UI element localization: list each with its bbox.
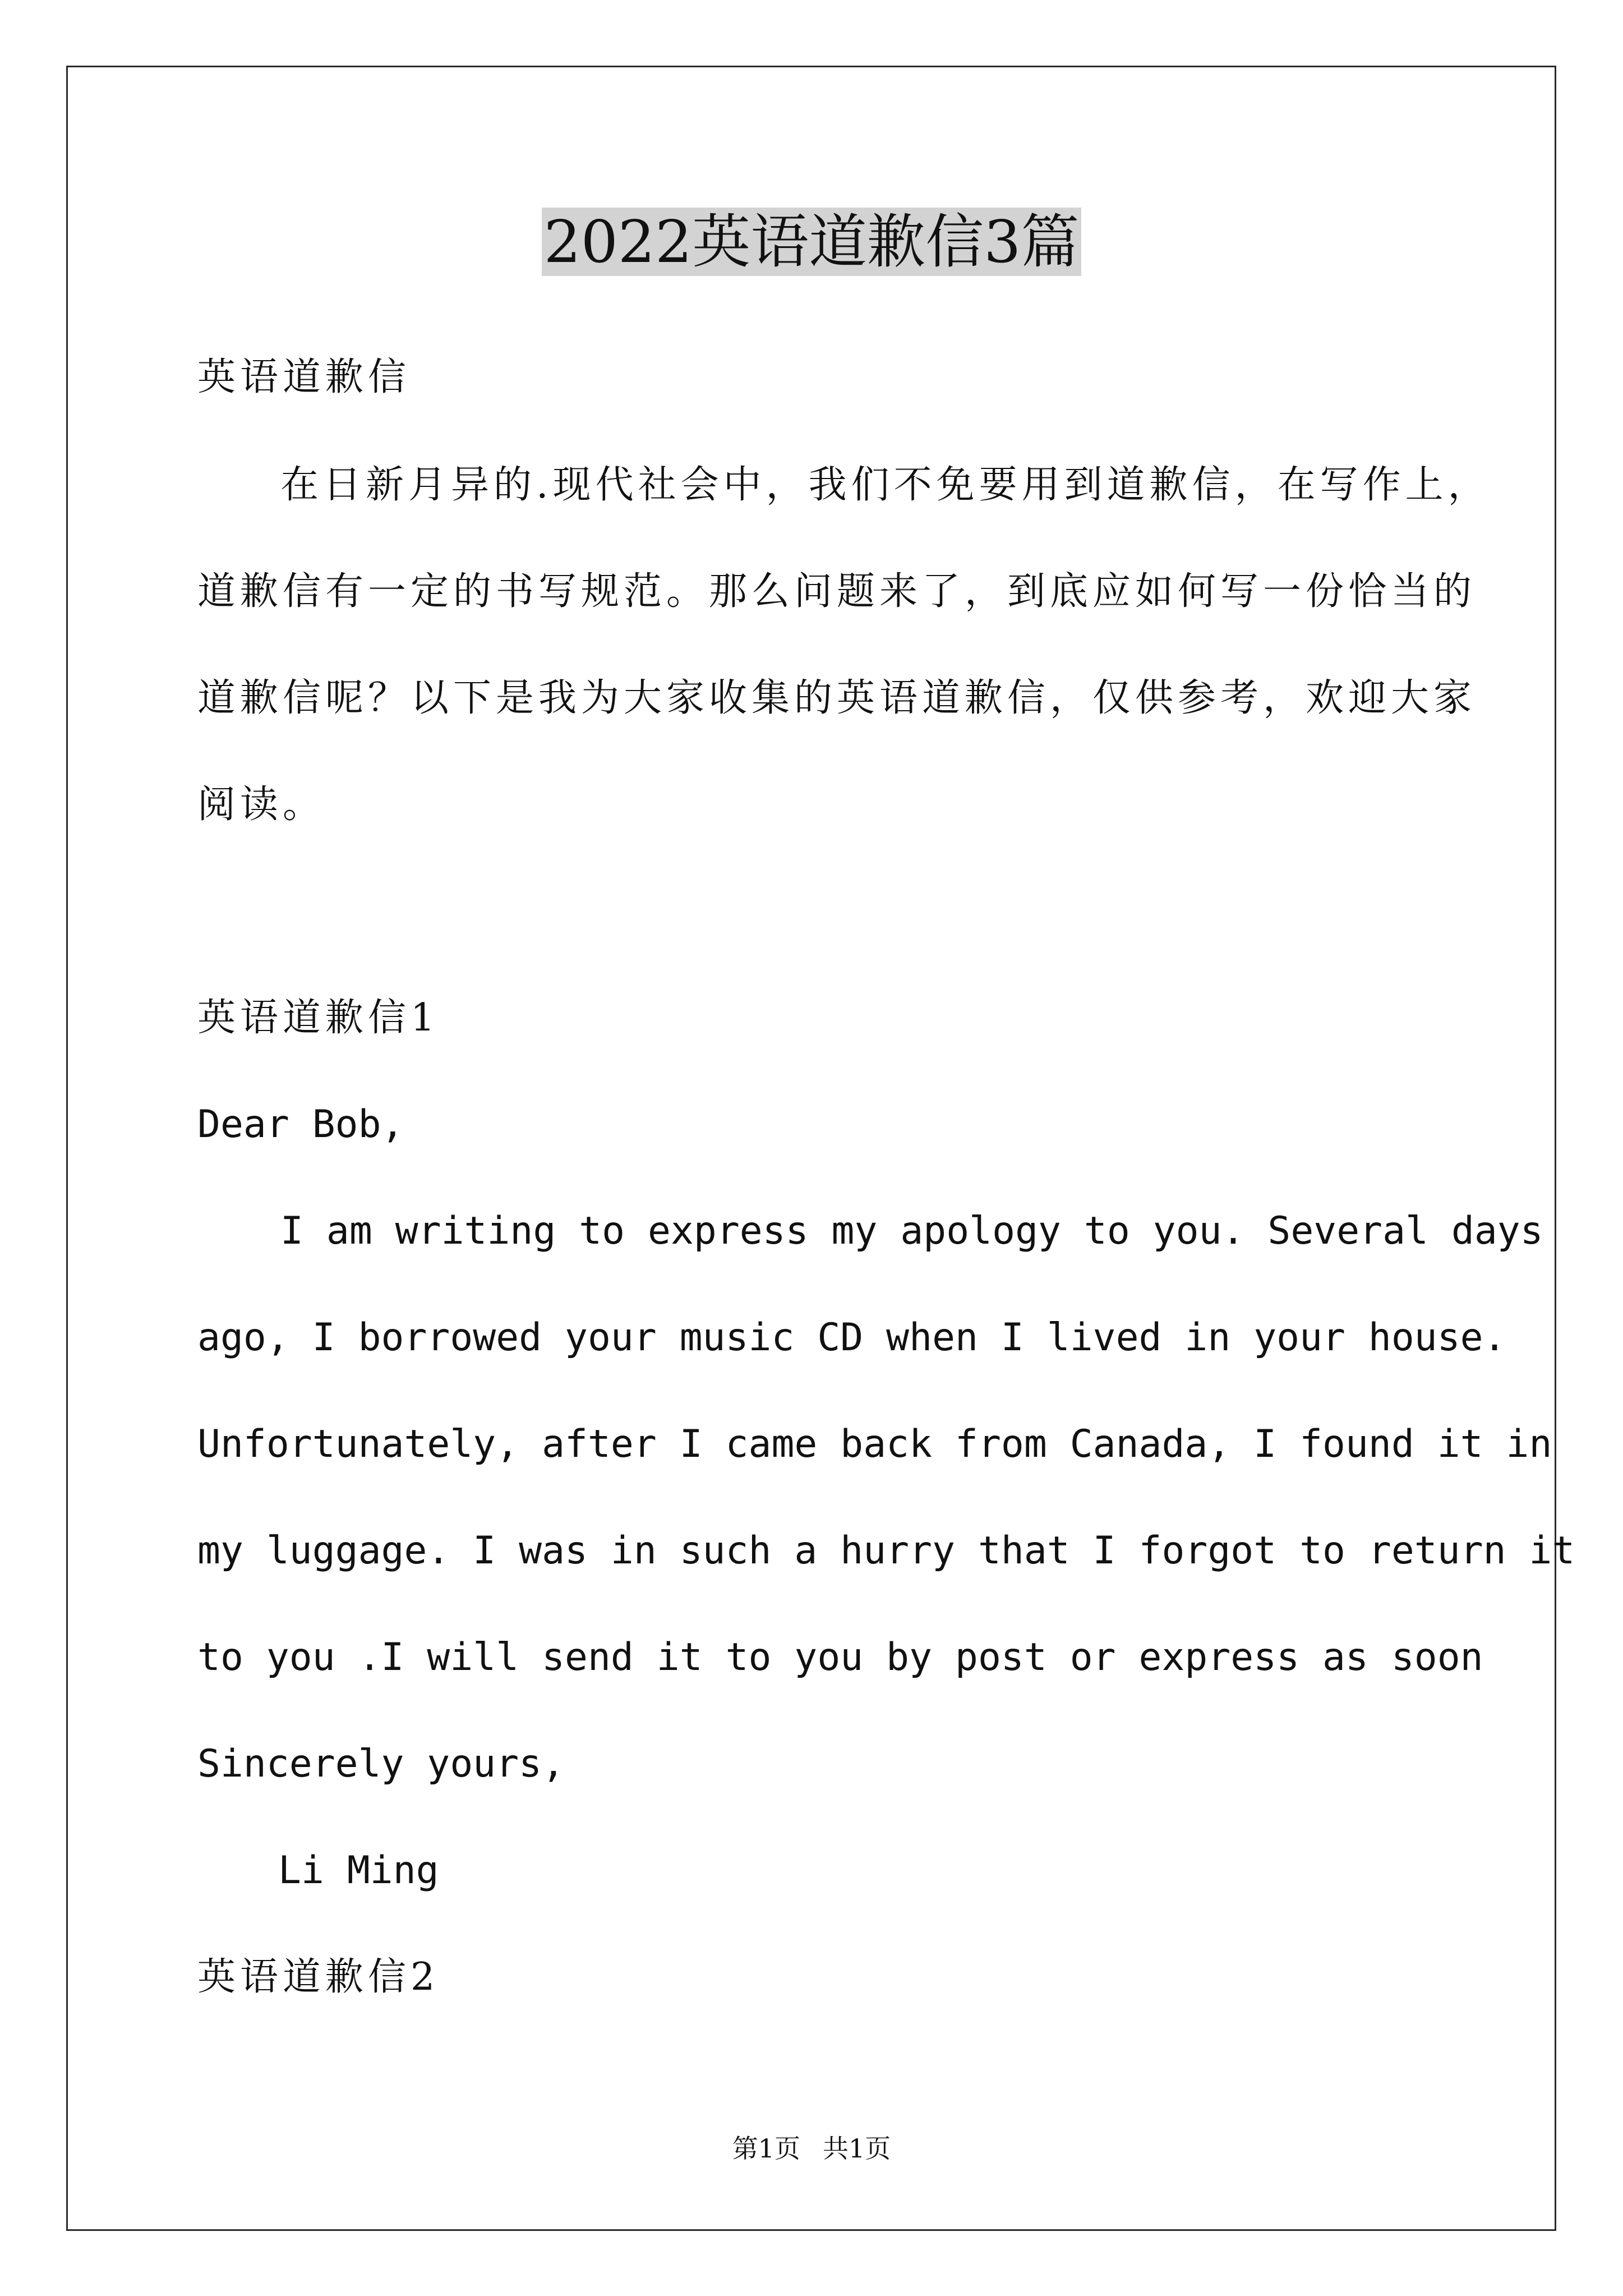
letter1-body-line-5: to you .I will send it to you by post or express as soon	[197, 1635, 1483, 1680]
intro-line-3: 道歉信呢？以下是我为大家收集的英语道歉信，仅供参考，欢迎大家	[197, 676, 1477, 720]
letter1-salutation: Dear Bob,	[197, 1102, 404, 1147]
intro-line-1: 在日新月异的.现代社会中，我们不免要用到道歉信，在写作上，	[280, 463, 1491, 507]
section-heading-intro: 英语道歉信	[197, 355, 411, 399]
letter1-body-line-3: Unfortunately, after I came back from Canada, I found it in	[197, 1422, 1552, 1466]
page-number-total: 共1页	[823, 2133, 891, 2164]
page-number-current: 第1页	[732, 2133, 800, 2164]
letter1-signature: Li Ming	[278, 1848, 439, 1893]
letter1-body-line-1: I am writing to express my apology to you. Several days	[280, 1209, 1543, 1253]
letter1-closing: Sincerely yours,	[197, 1742, 565, 1786]
document-title	[0, 203, 1623, 280]
letter1-heading: 英语道歉信1	[197, 996, 440, 1040]
letter1-body-line-2: ago, I borrowed your music CD when I lived in your house.	[197, 1315, 1506, 1360]
intro-line-4: 阅读。	[197, 783, 326, 827]
letter1-body-line-4: my luggage. I was in such a hurry that I forgot to return it	[197, 1529, 1575, 1573]
document-title-text: 2022英语道歉信3篇	[542, 208, 1082, 276]
page-footer	[0, 2132, 1623, 2165]
intro-line-2: 道歉信有一定的书写规范。那么问题来了，到底应如何写一份恰当的	[197, 569, 1477, 614]
letter2-heading: 英语道歉信2	[197, 1955, 440, 1999]
